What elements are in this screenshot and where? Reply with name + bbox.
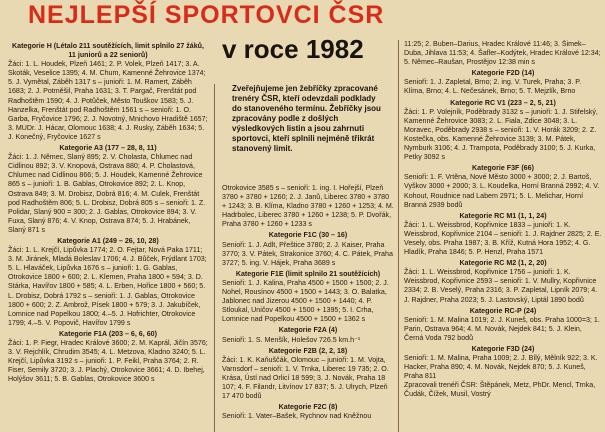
results-paragraph: Žáci: 1. L. Houdek, Plzeň 1461; 2. P. Volek, Plzeň 1417; 3. A. Skoták, Veselice 1395; 4. M. Chum, Kamenné Žehrovice 1374; 5. J. Vymětal, Záběh 1317 s – junioři: 1. M. Ramert, Záběh 1683; 2. J. Potměšil, Praha 1631; 3. T. Pargač, Frenštát pod Radhoštěm 1590; 4. J. Potůček, Město Touškov 1583; 5. J. Hanzelka, Frenštát pod Radhoštěm 1561 s – senioři: 1. O. Garba, Fryčovice 1796; 2. J. Novotný, Mnichovo Hradiště 1657; 3. MUDr. J. Hácar, Olomouc 1638; 4. J. Rusky, Záběh 1634; 5. J. Konečný, Fryčovice 1627 s (8, 60, 208, 141)
results-paragraph: Senioři: 1. Vater–Bašek, Rychnov nad Kněžnou (222, 412, 372, 421)
category-heading: Kategorie F1C (30 – 16) (268, 231, 348, 240)
results-paragraph: Senioři: 1. M. Malina 1019; 2. J. Kuneš, obs. Praha 1000=3; 1. Parin, Ostrava 964; 4. M. Novák, Nejdek 841; 5. J. Klein, Černá Voda 792 bodů (404, 315, 600, 342)
intro-paragraph: Zveřejňujeme jen žebříčky zpracované trenéry ČSR, kteří odevzdali podklady do stanoveného termínu. Žebříčky jsou zpracovány podle z došlých výsledkových listin a jsou zahrnuti sportovci, kteří splnili nejméně třikrát stanovený limit. (232, 84, 381, 153)
category-heading: Kategorie F2D (14) (471, 69, 535, 78)
category-heading: Kategorie F2C (8) (278, 403, 338, 412)
category-heading: Kategorie RC V1 (223 – 2, 5, 21) (450, 98, 556, 107)
results-paragraph: Zpracovali trenéři ČSR: Štěpánek, Metz, PhDr. Mencl, Trnka, Čudák, Čížek, Musil, Vostrý (404, 381, 596, 399)
category-heading: Kategorie A3 (177 – 28, 8, 11) (59, 144, 157, 153)
column-3 (404, 40, 602, 432)
results-paragraph: Žáci: 1. L. Krejčí, Lipůvka 1774; 2. O. Fejtar, Nová Paka 1711; 3. M. Jiránek, Mladá Boleslav 1706; 4. J. Bůček, Frýdlant 1703; 5. L. Hlaváček, Lipůvka 1676 s – junioři: 1. G. Gablas, Otrokovice 1800 + 600; 2. L. Klemen, Praha 1800 + 594; 3. D. Stárka, Havířov 1800 + 585; 4. L. Erben, Hořice 1800 + 560; 5. L. Drobisz, Dobrá 1792 s – senioři: 1. J. Gablas, Otrokovice 1800 + 600; 2. Z. Ambrož, Písek 1800 + 579; 3. J. Jakubíček, Lomnice nad Popelkou 1800; 4.–5. J. Hofrichter, Otrokovice 1799; 4.–5. V. Popovič, Havířov 1799 s (8, 246, 207, 327)
subheadline: v roce 1982 (222, 34, 364, 64)
category-heading: Kategorie H (Létalo 211 soutěžících, limit splnilo 27 žáků, 11 juniorů a 22 seniorů) (12, 42, 204, 60)
category-heading: Kategorie F2B (2, 2, 18) (268, 346, 348, 355)
column-1 (8, 40, 208, 430)
results-paragraph: Senioři: 1. J. Zapletal, Brno; 2. ing. V. Turek, Praha; 3. P. Klíma, Brno; 4. L. Nečesánek, Brno; 5. T. Mejzlík, Brno (404, 78, 582, 96)
headline: NEJLEPŠÍ SPORTOVCI ČSR (28, 1, 385, 29)
category-heading: Kategorie F3F (66) (472, 164, 534, 173)
category-heading: Kategorie RC M2 (1, 2, 20) (459, 259, 547, 268)
column-divider-left (214, 84, 215, 432)
results-paragraph: Žáci: 1. K. Kaňuščák, Olomouc – junioři: 1. M. Vojta, Varnsdorf – senioři: 1. V. Trnka, Liberec 19 735; 2. O. Krása, Ústí nad Orlicí 18 599; 3. J. Novák, Praha 18 107; 4. F. Filandr, Litvínov 17 837; 5. J. Ulrych, Plzeň 17 470 bodů (222, 355, 389, 401)
results-paragraph: Žáci: 1. L. Weissbrod, Kopřivnice 1833 – junioři: 1. K. Weissbrod, Kopřivnice 2104 – senioři: 1. J. Rajdner 2825; 2. E. Vesely, obs. Praha 1987; 3. B. Kříž, Kutná Hora 1952; 4. G. Hladík, Praha 1846; 5. P. Henzl, Praha 1571 (404, 220, 602, 257)
results-paragraph: Senioři: 1. S. Menšík, Holešov 726.5 km.h⁻¹ (222, 335, 361, 344)
column-2 (222, 184, 394, 432)
category-heading: Kategorie F1A (203 – 6, 6, 60) (59, 329, 157, 338)
category-heading: Kategorie F2A (4) (278, 326, 338, 335)
results-paragraph: Žáci: 1. L. Weissbrod, Kopřivnice 1756 – junioři: 1. K. Weissbrod, Kopřivnice 2593 – senioři: 1. V. Mullry, Kopřivnice 2334; 2. B. Veselý, Praha 2316; 3. P. Zapletal, Lipník 2079; 4. J. Rajdner, Praha 2023; 5. J. Lastovský, Liptál 1890 bodů (404, 268, 598, 304)
results-paragraph: Senioři: 1. F. Vrtěna, Nové Město 3000 + 3000; 2. J. Bartoš, Vyškov 3000 + 2000; 3. L. Koudelka, Horní Branná 2992; 4. V. Kohout, Roudnice nad Labem 2971; 5. L. Melichar, Horní Branná 2939 bodů (404, 173, 600, 209)
results-paragraph: Žáci: 1. P. Fiegr, Hradec Králové 3600; 2. M. Kaprál, Jičín 3576; 3. V. Rejchlík, Chrudim 3545; 4. L. Metzova, Kladno 3240; 5. L. Krejčí, Lipůvka 3192 s – junioři: 1. P. Feikl, Praha 3764; 2. R. Fiser, Semily 3720; 3. J. Plachý, Otrokovice 3661; 4. D. Ibehej, Holýšov 3611; 5. B. Gablas, Otrokovice 3600 s (8, 339, 208, 384)
results-paragraph: Senioři: 1. J. Kalina, Praha 4500 + 1500 + 1500; 2. J. Nohel, Rousínov 4500 + 1500 + 1443; 3. O. Balatka, Jablonec nad Jizerou 4500 + 1500 + 1440; 4. P. Stloukal, Uničov 4500 + 1500 + 1395; 5. I. Crha, Lomnice nad Popelkou 4500 + 1500 + 1362 s (222, 278, 389, 324)
results-paragraph: Žáci: 1. P. Volejník, Poděbrady 3132 s – junioři: 1. J. Stifelský, Kamenné Žehrovice 3083; 2. L. Fiala, Zdice 3048; 3. L. Moravec, Poděbrady 2938 s – senioři: 1. V. Horák 3209; 2. Z. Kostečka, obs. Kamenné Žehrovice 3139; 3. M. Pátek, Nymburk 3106; 4. J. Trampota, Poděbrady 3100; 5. J. Kurka, Petky 3092 s (404, 107, 598, 162)
category-heading: Kategorie RC-P (24) (469, 306, 537, 315)
results-paragraph: Senioři: 1. J. Adlt, Přeštice 3780; 2. J. Kaiser, Praha 3770; 3. V. Pátek, Strakonice 3760; 4. C. Pátek, Praha 3727; 5. ing. V. Hájek, Praha 3689 s (222, 240, 393, 267)
column-divider-right (398, 40, 399, 432)
results-paragraph: Otrokovice 3585 s – senioři: 1. ing. I. Hořejší, Plzeň 3780 + 3780 + 1260; 2. J. Janů, Liberec 3780 + 3780 + 1243; 3. B. Klíma, Kladno 3780 + 1260 + 1253; 4. M. Hadrbolec, Liberec 3780 + 1260 + 1238; 5. P. Dvořák, Praha 3780 + 1260 + 1233 s (222, 184, 394, 229)
category-heading: Kategorie F1E (limit splnilo 21 soutěžících) (235, 269, 381, 278)
results-paragraph: 11:25; 2. Buben–Darius, Hradec Králové 11:46; 3. Šimek–Duba, Jihlava 11:53; 4. Šafler–Kodýtek, Hradec Králové 12:34; 5. Němec–Raušan, Prostějov 12:38 min s (404, 40, 601, 67)
category-heading: Kategorie F3D (24) (471, 345, 535, 353)
category-heading: Kategorie RC M1 (1, 1, 24) (459, 211, 547, 220)
results-paragraph: Žáci: 1. J. Němec, Slaný 895; 2. V. Cholasta, Chlumec nad Cidlinou 892; 3. V. Knopová, Ostrava 880; 4. P. Cholastová, Chlumec nad Cidlinou 866; 5. J. Houdek, Kamenné Žehrovice 865 s – junioři: 1. B. Gablas, Otrokovice 892; 2. L. Knop, Ostrava 849; 3. M. Drobisz, Dobrá 816; 4. M. Culek, Frenštát pod Radhoštěm 806; 5. L. Drobisz, Dobrá 805 s – senioři: 1. Z. Polidar, Slaný 900 = 300; 2. J. Gablas, Otrokovice 894; 3. V. Fuxa, Slaný 876; 4. V. Knop, Ostrava 874; 5. J. Hrabánek, Slaný 871 s (8, 153, 206, 234)
category-heading: Kategorie A1 (249 – 26, 10, 28) (57, 236, 159, 245)
results-paragraph: Senioři: 1. M. Malina, Praha 1009; 2. J. Bílý, Mělník 922; 3. K. Hacker, Praha 890; 4. M. Novák, Nejdek 870; 5. J. Kuneš, Praha 811 (404, 354, 598, 381)
